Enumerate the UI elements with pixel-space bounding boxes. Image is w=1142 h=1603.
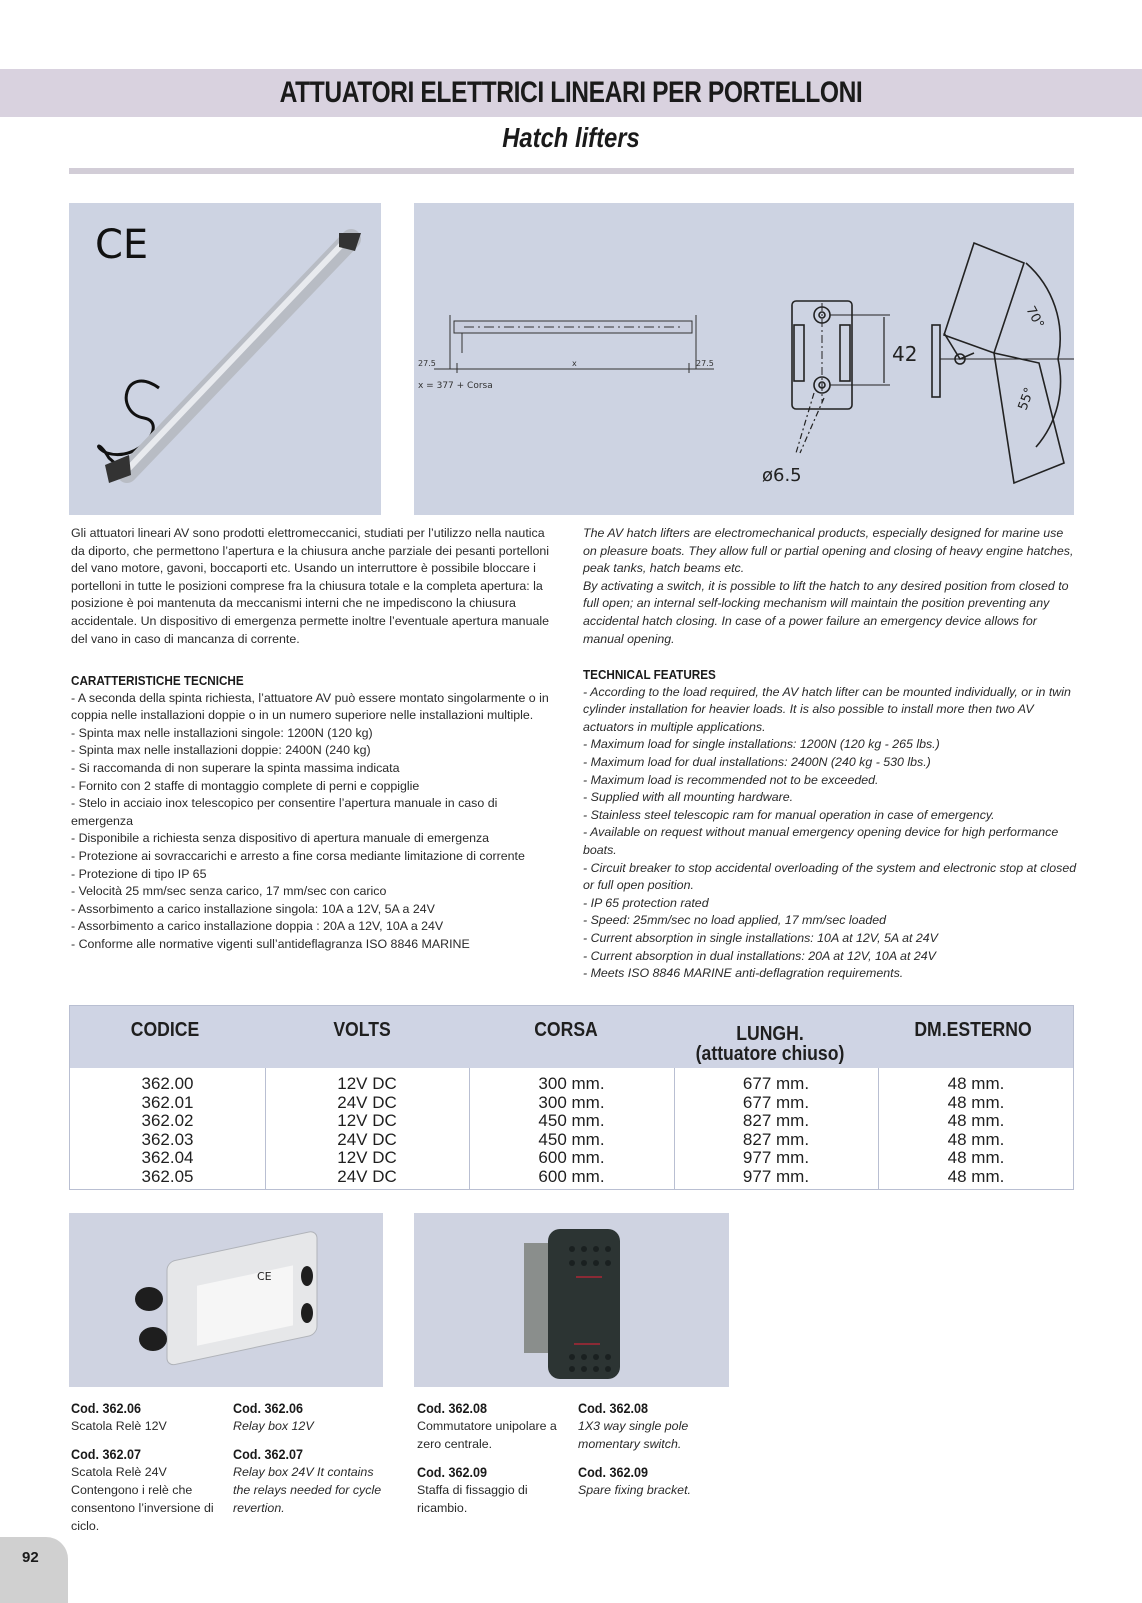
accessory-code: Cod. 362.07 xyxy=(233,1446,304,1462)
header-lungh-sub: (attuatore chiuso) xyxy=(695,1043,845,1065)
table-cell: 977 mm. xyxy=(742,1166,810,1186)
feature-item: - A seconda della spinta richiesta, l’attuatore AV può essere montato singolarmente o in coppia nelle installazioni doppie o in un numero superiore nelle installazioni multiple. xyxy=(71,690,549,723)
accessory-desc: Staffa di fissaggio di ricambio. xyxy=(417,1483,528,1515)
hole-diameter-label: ø6.5 xyxy=(762,465,802,486)
dm-column xyxy=(878,1075,1074,1186)
feature-item: - Maximum load for dual installations: 2400N (240 kg - 530 lbs.) xyxy=(583,754,931,769)
left-dimension: 27.5 xyxy=(418,359,436,368)
table-cell: 12V DC xyxy=(337,1111,397,1130)
page-number: 92 xyxy=(22,1549,39,1566)
table-cell: 827 mm. xyxy=(742,1129,810,1149)
header-dm-esterno: DM.ESTERNO xyxy=(914,1019,1032,1041)
header-volts: VOLTS xyxy=(333,1019,391,1041)
table-cell: 362.03 xyxy=(141,1129,194,1149)
header-lungh-main: LUNGH. xyxy=(736,1023,804,1045)
feature-item: - Stainless steel telescopic ram for manual operation in case of emergency. xyxy=(583,807,995,822)
table-cell: 24V DC xyxy=(337,1166,397,1186)
right-dimension: 27.5 xyxy=(696,359,714,368)
relay-box-photo xyxy=(69,1213,383,1387)
header-codice: CODICE xyxy=(130,1019,200,1041)
page-number-tab xyxy=(0,1537,68,1603)
accessory-desc: Scatola Relè 24V Contengono i relè che consentono l’inversione di ciclo. xyxy=(71,1465,214,1533)
feature-item: - Speed: 25mm/sec no load applied, 17 mm/sec loaded xyxy=(583,913,887,928)
title-divider xyxy=(69,168,1074,174)
feature-item: - Stelo in acciaio inox telescopico per consentire l’apertura manuale in caso di emergenza xyxy=(71,796,498,828)
rocker-switch-photo xyxy=(414,1213,729,1387)
accessory-desc: Relay box 12V xyxy=(233,1419,314,1433)
feature-item: - Conforme alle normative vigenti sull’antideflagranza ISO 8846 MARINE xyxy=(71,936,470,951)
accessory-code: Cod. 362.06 xyxy=(71,1400,142,1416)
feature-item: - Available on request without manual emergency opening device for high performance boats. xyxy=(583,825,1059,857)
actuator-photo xyxy=(69,203,381,515)
accessory-desc: Spare fixing bracket. xyxy=(578,1483,691,1497)
table-cell: 362.01 xyxy=(141,1092,194,1112)
length-formula: x = 377 + Corsa xyxy=(418,381,493,391)
feature-item: - According to the load required, the AV hatch lifter can be mounted individually, or in twin cylinder installation for heavier loads. It is also possible to install more then two AV actuators in multiple applications. xyxy=(583,684,1071,734)
accessory-desc: Commutatore unipolare a zero centrale. xyxy=(417,1419,557,1451)
table-cell: 677 mm. xyxy=(742,1074,810,1093)
table-cell: 48 mm. xyxy=(947,1074,1005,1093)
feature-item: - Current absorption in dual installations: 20A at 12V, 10A at 24V xyxy=(583,948,936,963)
lungh-column xyxy=(674,1075,878,1186)
feature-item: - Velocità 25 mm/sec senza carico, 17 mm/sec con carico xyxy=(71,884,387,899)
feature-item: - Circuit breaker to stop accidental overloading of the system and electronic stop at closed or full open position. xyxy=(583,860,1077,893)
table-cell: 362.02 xyxy=(141,1111,194,1130)
center-dimension: x xyxy=(572,359,577,368)
table-cell: 827 mm. xyxy=(742,1111,810,1130)
feature-item: - Disponibile a richiesta senza dispositivo di apertura manuale di emergenza xyxy=(71,831,490,846)
table-cell: 362.04 xyxy=(141,1148,194,1167)
dimension-drawing xyxy=(414,203,1074,515)
accessory-code: Cod. 362.08 xyxy=(578,1400,649,1416)
table-cell: 48 mm. xyxy=(947,1129,1005,1149)
actuator-illustration xyxy=(69,203,381,515)
table-cell: 600 mm. xyxy=(538,1148,605,1167)
table-cell: 450 mm. xyxy=(538,1129,605,1149)
accessory-desc: Scatola Relè 12V xyxy=(71,1419,167,1433)
volts-column xyxy=(265,1075,469,1186)
feature-item: - Protezione di tipo IP 65 xyxy=(71,866,207,881)
accessory-code: Cod. 362.09 xyxy=(417,1464,488,1480)
accessory-desc: Relay box 24V It contains the relays needed for cycle revertion. xyxy=(233,1465,382,1515)
switch-english xyxy=(578,1399,728,1499)
relay-ce-mark: CE xyxy=(257,1270,272,1283)
relay-box-illustration xyxy=(69,1213,383,1387)
angle-up-label: 70° xyxy=(1022,303,1047,332)
features-english xyxy=(583,666,1078,983)
table-cell: 48 mm. xyxy=(947,1111,1005,1130)
feature-item: - Supplied with all mounting hardware. xyxy=(583,790,794,805)
codice-column xyxy=(70,1075,265,1186)
table-cell: 677 mm. xyxy=(742,1092,810,1112)
intro-italian xyxy=(71,525,556,648)
header-corsa: CORSA xyxy=(534,1019,598,1041)
corsa-column xyxy=(469,1075,674,1186)
accessory-code: Cod. 362.09 xyxy=(578,1464,649,1480)
feature-item: - Current absorption in single installations: 10A at 12V, 5A at 24V xyxy=(583,930,938,945)
feature-item: - Assorbimento a carico installazione doppia : 20A a 12V, 10A a 24V xyxy=(71,919,444,934)
bracket-side-view xyxy=(932,243,1074,483)
table-cell: 600 mm. xyxy=(538,1166,605,1186)
bracket-front-view xyxy=(792,301,890,453)
table-cell: 24V DC xyxy=(337,1092,397,1112)
table-cell: 300 mm. xyxy=(538,1074,605,1093)
intro-english xyxy=(583,525,1078,648)
feature-item: - Meets ISO 8846 MARINE anti-deflagration requirements. xyxy=(583,966,904,981)
intro-italian-text: Gli attuatori lineari AV sono prodotti elettromeccanici, studiati per l’utilizzo nella nautica da diporto, che permettono l’apertura e la chiusura anche parziale dei pesanti portelloni del vano motore, gavoni, boccaporti etc. Usando un interruttore è possibile bloccare i portelloni in tutte le posizioni comprese fra la chiusura totale e la completa apertura: la posizione è poi mantenuta da meccanismi interni che ne impediscono la chiusura accidentale. Un dispositivo di emergenza permette inoltre l’eventuale apertura manuale del vano in caso di mancanza di corrente. xyxy=(71,526,550,646)
feature-item: - Fornito con 2 staffe di montaggio complete di perni e coppiglie xyxy=(71,778,420,793)
feature-item: - Protezione ai sovraccarichi e arresto a fine corsa mediante limitazione di corrente xyxy=(71,848,525,863)
accessory-code: Cod. 362.07 xyxy=(71,1446,142,1462)
table-cell: 450 mm. xyxy=(538,1111,605,1130)
feature-item: - Spinta max nelle installazioni singole: 1200N (120 kg) xyxy=(71,725,373,740)
page-title: ATTUATORI ELETTRICI LINEARI PER PORTELLONI xyxy=(279,76,863,109)
technical-drawing xyxy=(414,203,1074,515)
table-cell: 24V DC xyxy=(337,1129,397,1149)
intro-english-p1: The AV hatch lifters are electromechanical products, especially designed for marine use on pleasure boats. They allow full or partial opening and closing of heavy engine hatches, peak tanks, hatch beams etc. xyxy=(583,526,1074,576)
feature-item: - Maximum load is recommended not to be exceeded. xyxy=(583,772,879,787)
feature-item: - Si raccomanda di non superare la spinta massima indicata xyxy=(71,760,400,775)
features-italian-heading: CARATTERISTICHE TECNICHE xyxy=(71,673,244,688)
feature-item: - Spinta max nelle installazioni doppie: 2400N (240 kg) xyxy=(71,743,371,758)
table-cell: 362.00 xyxy=(141,1074,194,1093)
feature-item: - Maximum load for single installations: 1200N (120 kg - 265 lbs.) xyxy=(583,737,940,752)
relay-italian xyxy=(71,1399,221,1535)
rocker-switch-illustration xyxy=(414,1213,729,1387)
switch-italian xyxy=(417,1399,567,1517)
table-cell: 48 mm. xyxy=(947,1092,1005,1112)
page-subtitle: Hatch lifters xyxy=(502,122,640,153)
accessory-desc: 1X3 way single pole momentary switch. xyxy=(578,1419,689,1451)
accessory-code: Cod. 362.06 xyxy=(233,1400,304,1416)
angle-down-label: 55° xyxy=(1015,385,1038,413)
features-italian xyxy=(71,672,556,954)
table-cell: 48 mm. xyxy=(947,1166,1005,1186)
feature-item: - IP 65 protection rated xyxy=(583,895,709,910)
table-cell: 48 mm. xyxy=(947,1148,1005,1167)
feature-item: - Assorbimento a carico installazione singola: 10A a 12V, 5A a 24V xyxy=(71,901,435,916)
header-lungh xyxy=(680,1024,860,1064)
spec-table xyxy=(69,1005,1074,1190)
table-cell: 300 mm. xyxy=(538,1092,605,1112)
features-english-heading: TECHNICAL FEATURES xyxy=(583,667,716,682)
table-cell: 12V DC xyxy=(337,1148,397,1167)
relay-english xyxy=(233,1399,383,1517)
table-cell: 12V DC xyxy=(337,1074,397,1093)
intro-english-p2: By activating a switch, it is possible to lift the hatch to any desired position from closed to full open; an internal self-locking mechanism will maintain the position preventing any accidental hatch closing. In case of a power failure an emergency device allows for manual opening. xyxy=(583,578,1069,646)
ce-mark: CE xyxy=(95,222,149,268)
table-cell: 362.05 xyxy=(141,1166,194,1186)
hole-spacing-label: 42 xyxy=(892,342,918,366)
accessory-code: Cod. 362.08 xyxy=(417,1400,488,1416)
table-cell: 977 mm. xyxy=(742,1148,810,1167)
